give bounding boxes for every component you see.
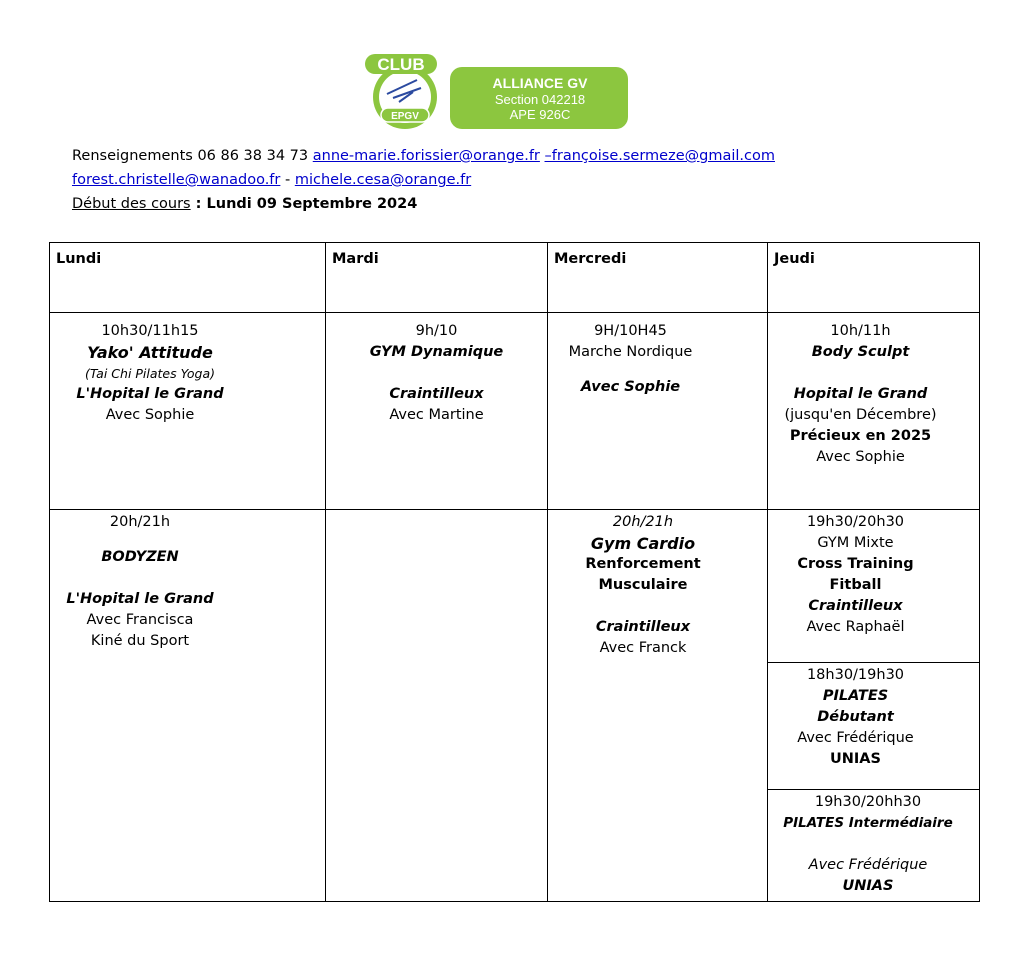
class-time: 19h30/20hh30 [814, 794, 922, 810]
class-instructor: Avec Frédérique [797, 730, 914, 746]
jeudi-slot-b [768, 662, 979, 789]
class-location: Craintilleux [595, 619, 691, 635]
class-name: BODYZEN [101, 549, 179, 565]
club-logo [355, 52, 630, 132]
class-time: 19h30/20h30 [806, 514, 905, 530]
logo-ape: APE 926C [509, 107, 571, 122]
class-time: 10h/11h [830, 323, 891, 339]
day-header-lundi: Lundi [50, 243, 326, 313]
cell-mardi-morning [326, 313, 548, 510]
class-name: Body Sculpt [811, 344, 910, 360]
class-instructor: Avec Franck [599, 640, 687, 656]
class-level: Débutant [817, 709, 894, 725]
class-location: UNIAS [830, 751, 881, 767]
email-link-2[interactable]: –françoise.sermeze@gmail.com [544, 148, 775, 164]
email-separator: - [280, 172, 295, 188]
email-link-3[interactable]: forest.christelle@wanadoo.fr [72, 172, 281, 188]
schedule-table [49, 242, 980, 902]
start-date: : Lundi 09 Septembre 2024 [190, 196, 418, 212]
cell-mercredi-evening [548, 510, 768, 902]
class-name-line2: Cross Training [797, 556, 914, 572]
class-time: 20h/21h [109, 514, 171, 530]
email-link-4[interactable]: michele.cesa@orange.fr [294, 172, 472, 188]
class-instructor: Avec Martine [389, 407, 484, 423]
cell-jeudi-evening [768, 510, 980, 902]
logo-club-text: CLUB [377, 55, 425, 74]
contact-line-2 [72, 170, 471, 190]
class-name: PILATES Intermédiaire [783, 815, 953, 831]
class-time: 10h30/11h15 [101, 323, 199, 339]
header-row [50, 243, 980, 313]
start-label: Début des cours [72, 196, 191, 212]
class-location: L'Hopital le Grand [66, 591, 214, 607]
class-name-line3: Musculaire [598, 577, 688, 593]
class-instructor: Avec Raphaël [806, 619, 905, 635]
class-location: UNIAS [842, 878, 894, 894]
class-detail: Kiné du Sport [90, 633, 190, 649]
cell-mercredi-morning [548, 313, 768, 510]
class-detail: (jusqu'en Décembre) [784, 407, 937, 423]
jeudi-slot-a [768, 510, 943, 662]
class-location: Craintilleux [808, 598, 903, 614]
class-time: 18h30/19h30 [806, 667, 905, 683]
day-header-mercredi: Mercredi [548, 243, 768, 313]
class-time: 9h/10 [415, 323, 458, 339]
evening-row [50, 510, 980, 902]
class-name: Yako' Attitude [87, 343, 213, 362]
cell-lundi-morning [50, 313, 326, 510]
class-time: 20h/21h [612, 514, 674, 530]
class-location: Craintilleux [389, 386, 484, 402]
class-instructor: Avec Sophie [105, 407, 195, 423]
class-name: Gym Cardio [590, 534, 696, 553]
logo-badge-text: EPGV [391, 111, 419, 122]
contact-line-1 [72, 146, 775, 166]
email-link-1[interactable]: anne-marie.forissier@orange.fr [312, 148, 540, 164]
class-name: GYM Dynamique [369, 344, 504, 360]
class-name: Marche Nordique [568, 344, 693, 360]
day-header-jeudi: Jeudi [768, 243, 980, 313]
class-instructor: Avec Sophie [816, 449, 905, 465]
class-location: L'Hopital le Grand [76, 386, 224, 402]
day-header-mardi: Mardi [326, 243, 548, 313]
class-instructor: Avec Francisca [86, 612, 194, 628]
renseignements-text: Renseignements 06 86 38 34 73 [72, 148, 313, 164]
cell-mardi-evening [326, 510, 548, 902]
class-name: GYM Mixte [817, 535, 894, 551]
class-location: Hopital le Grand [793, 386, 928, 402]
logo-section: Section 042218 [494, 92, 586, 107]
class-name-line3: Fitball [829, 577, 882, 593]
cell-lundi-evening [50, 510, 326, 902]
class-instructor: Avec Sophie [580, 379, 681, 395]
class-name: PILATES [822, 688, 889, 704]
class-detail: (Tai Chi Pilates Yoga) [84, 366, 215, 381]
logo-name: ALLIANCE GV [492, 75, 588, 91]
class-name-line2: Renforcement [585, 556, 701, 572]
jeudi-slot-c [768, 789, 979, 901]
class-time: 9H/10H45 [594, 323, 667, 339]
cell-jeudi-morning [768, 313, 980, 510]
class-location-2025: Précieux en 2025 [789, 428, 932, 444]
start-date-line [72, 194, 417, 214]
morning-row [50, 313, 980, 510]
class-instructor: Avec Frédérique [808, 857, 928, 873]
